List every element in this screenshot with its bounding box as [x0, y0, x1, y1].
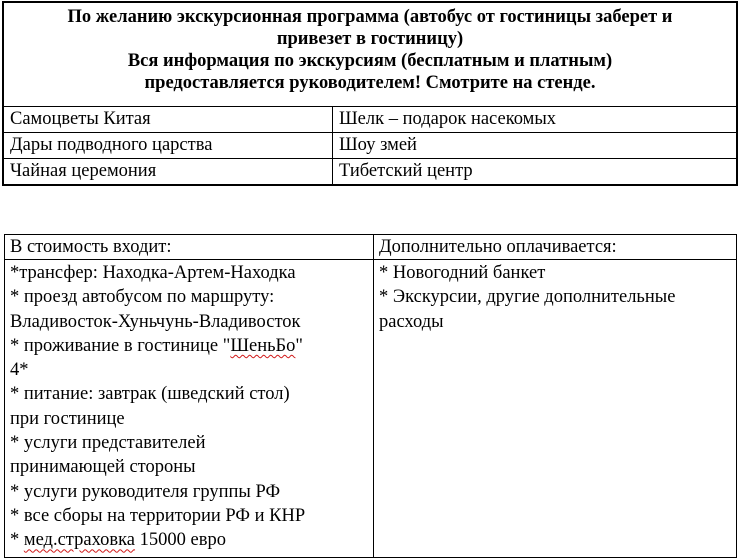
- included-item: Владивосток-Хуньчунь-Владивосток: [10, 311, 301, 332]
- header-line-2: привезет в гостиницу): [276, 29, 464, 49]
- extra-list: [374, 260, 737, 558]
- spellcheck-mark: мед.страховка: [23, 530, 136, 551]
- excursion-cell: Шелк – подарок насекомых: [333, 107, 738, 133]
- header-line-3: Вся информация по экскурсиям (бесплатным и платным): [127, 51, 613, 71]
- included-item: 4*: [10, 360, 29, 381]
- included-item: * проезд автобусом по маршруту:: [10, 287, 275, 308]
- included-item: * питание: завтрак (шведский стол): [10, 384, 290, 405]
- excursion-cell: Чайная церемония: [3, 159, 333, 186]
- included-item: * мед.страховка 15000 евро: [10, 530, 226, 551]
- included-item: * все сборы на территории РФ и КНР: [10, 505, 306, 526]
- included-item: * услуги руководителя группы РФ: [10, 481, 281, 502]
- excursion-cell: Тибетский центр: [333, 159, 738, 186]
- excursion-cell: Дары подводного царства: [3, 133, 333, 159]
- extra-item: * Экскурсии, другие дополнительные расходы: [379, 287, 676, 332]
- spellcheck-mark: ШеньБо: [230, 335, 296, 356]
- price-table: [4, 234, 737, 558]
- included-item: *трансфер: Находка-Артем-Находка: [10, 263, 296, 283]
- extra-item: * Новогодний банкет: [379, 263, 546, 283]
- extra-header: Дополнительно оплачивается:: [374, 235, 737, 260]
- included-item: при гостинице: [10, 408, 125, 429]
- excursion-cell: Шоу змей: [333, 133, 738, 159]
- included-list: [5, 260, 374, 558]
- included-item: * проживание в гостинице "ШеньБо": [10, 335, 303, 356]
- excursion-cell: Самоцветы Китая: [3, 107, 333, 133]
- excursions-header-cell: [3, 2, 737, 107]
- included-header: В стоимость входит:: [5, 235, 374, 260]
- excursions-table: [2, 1, 738, 186]
- included-item: принимающей стороны: [10, 457, 196, 478]
- included-item: * услуги представителей: [10, 433, 206, 454]
- header-line-4: предоставляется руководителем! Смотрите на стенде.: [144, 73, 596, 93]
- header-line-1: По желанию экскурсионная программа (автобус от гостиницы заберет и: [67, 7, 673, 27]
